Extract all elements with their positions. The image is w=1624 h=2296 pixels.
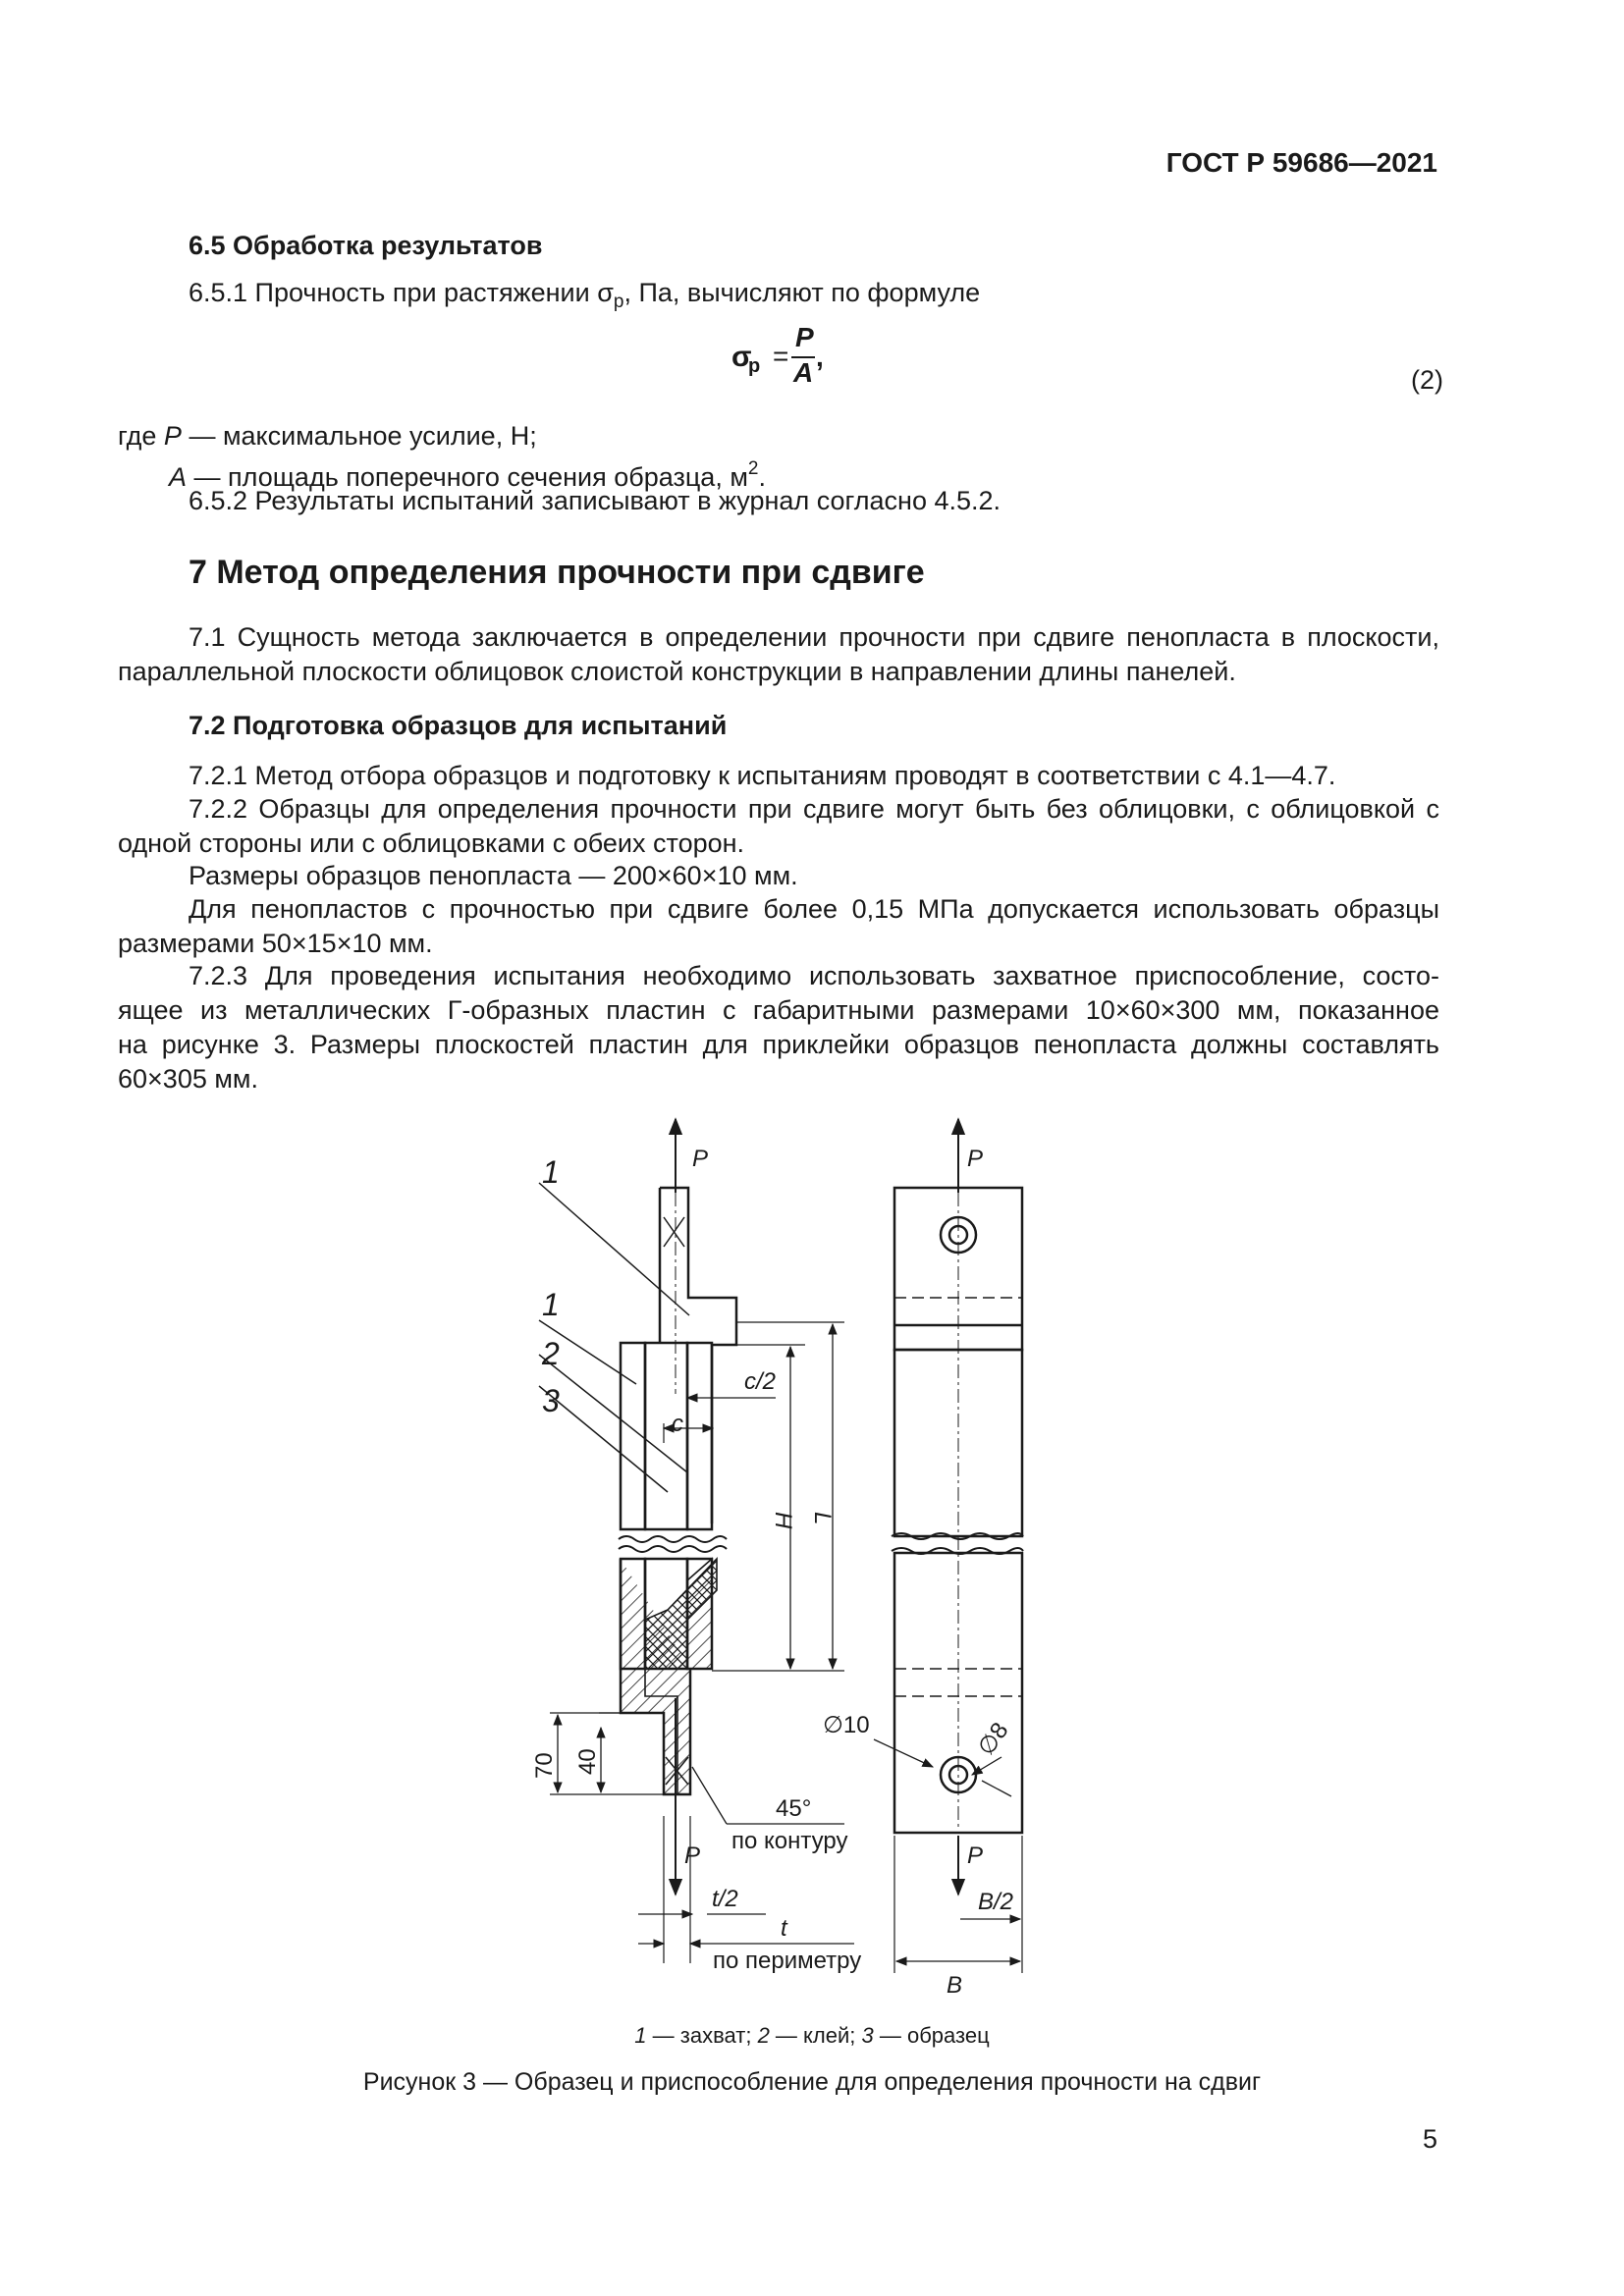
figure-legend: 1 — захват; 2 — клей; 3 — образец [634, 2023, 990, 2048]
label-2: 2 [542, 1336, 560, 1371]
paragraph-7-2-2: 7.2.2 Образцы для определения прочности при сдвиге могут быть без облицовки, с облицовкой с одной стороны или с облицовками с обеих сторон. [118, 794, 1439, 858]
label-p-top: P [692, 1146, 709, 1172]
label-c-half: c/2 [744, 1368, 777, 1395]
paragraph-7-2-1: 7.2.1 Метод отбора образцов и подготовку к испытаниям проводят в соответствии с 4.1—4.7. [189, 761, 1336, 790]
label-c: c [672, 1411, 683, 1437]
paragraph-foams: Для пенопластов с прочностью при сдвиге более 0,15 МПа допускается использовать образцы размерами 50×15×10 мм. [118, 894, 1439, 958]
formula-number: (2) [1411, 365, 1443, 395]
label-70: 70 [531, 1752, 558, 1779]
section-7-2-heading: 7.2 Подготовка образцов для испытаний [189, 711, 728, 740]
formula: σ р = P A , [731, 322, 824, 388]
label-45-degree: 45° [776, 1795, 812, 1822]
label-diameter-8: ∅8 [972, 1717, 1014, 1761]
label-t-half: t/2 [712, 1886, 738, 1912]
paragraph-sizes: Размеры образцов пенопласта — 200×60×10 мм. [189, 861, 798, 890]
label-along-perimeter: по периметру [713, 1948, 862, 1974]
label-1-top: 1 [542, 1154, 560, 1190]
paragraph-6-5-2: 6.5.2 Результаты испытаний записывают в журнал согласно 4.5.2. [189, 486, 1001, 515]
label-l: L [809, 1512, 836, 1525]
label-p-bottom-front: P [967, 1842, 984, 1869]
label-3: 3 [542, 1383, 560, 1418]
label-along-contour: по контуру [731, 1828, 848, 1854]
paragraph-7-1: 7.1 Сущность метода заключается в определении прочности при сдвиге пенопласта в плоскости, параллельной плоскости облицовок слоистой конструкции в направлении длины панелей. [118, 622, 1439, 686]
document-code: ГОСТ Р 59686—2021 [1165, 147, 1437, 178]
label-t: t [781, 1915, 787, 1942]
paragraph-7-2-3: 7.2.3 Для проведения испытания необходимо использовать захватное приспособление, состо- ящее из металлических Г-образных пластин с габаритными размерами 10×60×300 мм, показанное на рисунке 3. Размеры плоскостей пластин для приклейки образцов пенопласта должны составлять 60×305 мм. [118, 961, 1439, 1094]
figure-caption: Рисунок 3 — Образец и приспособление для определения прочности на сдвиг [362, 2068, 1262, 2096]
label-p-bottom: P [684, 1842, 701, 1869]
label-b: B [947, 1972, 963, 1999]
paragraph-6-5-1: 6.5.1 Прочность при растяжении $\sigma_р$, Па, вычисляют по формуле [189, 278, 981, 312]
front-view [874, 1119, 1023, 1973]
label-b-half: B/2 [978, 1889, 1014, 1915]
label-40: 40 [574, 1748, 601, 1775]
label-h: H [770, 1512, 796, 1529]
label-1: 1 [542, 1287, 560, 1322]
where-a: A — площадь поперечного сечения образца, $м^2$. [169, 458, 766, 492]
label-p-top-front: P [967, 1146, 984, 1172]
figure-labels [531, 1146, 1014, 1999]
where-p: где P — максимальное усилие, Н; [118, 421, 537, 451]
label-diameter-10: ∅10 [823, 1712, 870, 1738]
section-6-5-heading: 6.5 Обработка результатов [189, 231, 543, 260]
page-number: 5 [1422, 2124, 1437, 2154]
section-7-heading: 7 Метод определения прочности при сдвиге [189, 554, 925, 591]
